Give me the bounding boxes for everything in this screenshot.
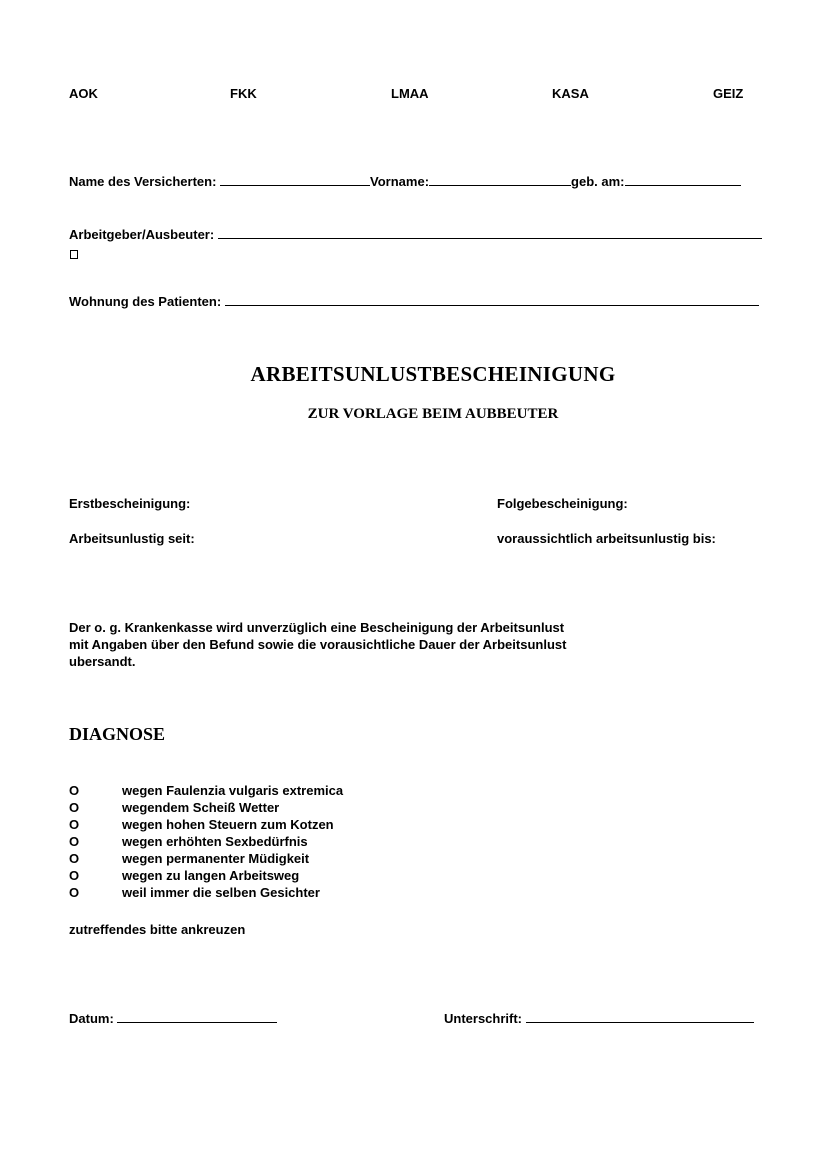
wohnung-field[interactable] [225, 294, 759, 306]
diagnose-item-label: wegen erhöhten Sexbedürfnis [122, 834, 308, 849]
vorname-field[interactable] [429, 174, 571, 186]
unterschrift-field[interactable] [526, 1011, 754, 1023]
diagnose-list [69, 782, 343, 901]
datum-row [69, 1011, 277, 1026]
datum-label: Datum: [69, 1011, 114, 1026]
vorname-label: Vorname: [370, 174, 430, 189]
erstbescheinigung-label: Erstbescheinigung: [69, 496, 191, 511]
diagnose-item-label: weil immer die selben Gesichter [122, 885, 320, 900]
arbeitsunlustig-bis-label: voraussichtlich arbeitsunlustig bis: [497, 531, 716, 546]
diagnose-item[interactable] [69, 867, 343, 884]
document-subtitle: ZUR VORLAGE BEIM AUBBEUTER [307, 406, 559, 422]
diagnose-item[interactable] [69, 816, 343, 833]
diagnose-item-label: wegen Faulenzia vulgaris extremica [122, 783, 344, 798]
checkbox-marker [70, 246, 78, 264]
diagnose-item[interactable] [69, 833, 343, 850]
notice-line-2: mit Angaben über den Befund sowie die vorausichtliche Dauer der Arbeitsunlust [69, 637, 567, 652]
document-title: ARBEITSUNLUSTBESCHEINIGUNG [250, 362, 616, 386]
checkbox-circle-icon[interactable]: O [69, 851, 80, 866]
kasse-lmaa: LMAA [391, 86, 429, 101]
unterschrift-label: Unterschrift: [444, 1011, 523, 1026]
diagnose-item[interactable] [69, 799, 343, 816]
checkbox-circle-icon[interactable]: O [69, 817, 80, 832]
employer-row [69, 227, 762, 242]
diagnose-item[interactable] [69, 782, 343, 799]
address-row [69, 294, 759, 309]
datum-field[interactable] [117, 1011, 277, 1023]
diagnose-item[interactable] [69, 884, 343, 901]
unterschrift-row [444, 1011, 754, 1026]
name-label: Name des Versicherten: [69, 174, 217, 189]
kasse-kasa: KASA [552, 86, 589, 101]
arbeitgeber-field[interactable] [218, 227, 762, 239]
checkbox-circle-icon[interactable]: O [69, 885, 80, 900]
checkbox-icon [70, 250, 78, 259]
diagnose-item-label: wegen zu langen Arbeitsweg [122, 868, 300, 883]
diagnose-heading: DIAGNOSE [69, 724, 166, 744]
folgebescheinigung-label: Folgebescheinigung: [497, 496, 628, 511]
geb-field[interactable] [625, 174, 741, 186]
geb-label: geb. am: [571, 174, 625, 189]
diagnose-hint: zutreffendes bitte ankreuzen [69, 922, 246, 937]
diagnose-item-label: wegen hohen Steuern zum Kotzen [122, 817, 334, 832]
checkbox-circle-icon[interactable]: O [69, 868, 80, 883]
checkbox-circle-icon[interactable]: O [69, 800, 80, 815]
arbeitgeber-label: Arbeitgeber/Ausbeuter: [69, 227, 215, 242]
name-field[interactable] [220, 174, 370, 186]
insured-row [69, 174, 741, 189]
diagnose-item[interactable] [69, 850, 343, 867]
notice-line-1: Der o. g. Krankenkasse wird unverzüglich eine Bescheinigung der Arbeitsunlust [69, 620, 565, 635]
diagnose-item-label: wegendem Scheiß Wetter [122, 800, 280, 815]
notice-line-3: ubersandt. [69, 654, 136, 669]
arbeitsunlustig-seit-label: Arbeitsunlustig seit: [69, 531, 195, 546]
notice-paragraph [69, 619, 669, 670]
kasse-geiz: GEIZ [713, 86, 744, 101]
kasse-aok: AOK [69, 86, 98, 101]
checkbox-circle-icon[interactable]: O [69, 834, 80, 849]
kasse-fkk: FKK [230, 86, 257, 101]
wohnung-label: Wohnung des Patienten: [69, 294, 222, 309]
checkbox-circle-icon[interactable]: O [69, 783, 80, 798]
diagnose-item-label: wegen permanenter Müdigkeit [122, 851, 310, 866]
